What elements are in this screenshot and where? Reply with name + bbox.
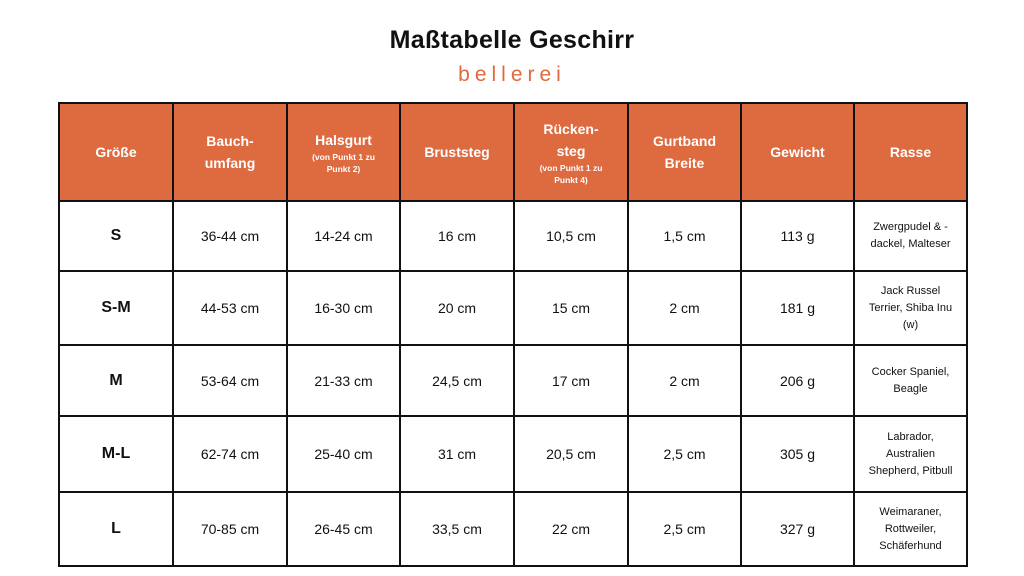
page-title: Maßtabelle Geschirr	[389, 26, 635, 54]
cell-chest: 33,5 cm	[400, 492, 514, 566]
header-size: Größe	[59, 103, 173, 201]
header-back-note: (von Punkt 1 zu Punkt 4)	[539, 163, 603, 185]
cell-strap: 2 cm	[628, 271, 741, 345]
cell-weight: 181 g	[741, 271, 854, 345]
cell-back: 17 cm	[514, 345, 628, 416]
cell-neck: 14-24 cm	[287, 201, 400, 271]
cell-weight: 305 g	[741, 416, 854, 492]
cell-chest: 24,5 cm	[400, 345, 514, 416]
cell-strap: 1,5 cm	[628, 201, 741, 271]
cell-weight: 113 g	[741, 201, 854, 271]
cell-belly: 53-64 cm	[173, 345, 287, 416]
cell-size: S	[59, 201, 173, 271]
cell-back: 15 cm	[514, 271, 628, 345]
cell-belly: 62-74 cm	[173, 416, 287, 492]
cell-size: M	[59, 345, 173, 416]
size-table	[58, 102, 968, 567]
cell-chest: 31 cm	[400, 416, 514, 492]
table-header-row	[59, 103, 967, 201]
cell-weight: 327 g	[741, 492, 854, 566]
cell-belly: 44-53 cm	[173, 271, 287, 345]
cell-strap: 2,5 cm	[628, 492, 741, 566]
header-chest: Bruststeg	[400, 103, 514, 201]
cell-breed: Weimaraner, Rottweiler, Schäferhund	[854, 492, 967, 566]
cell-neck: 25-40 cm	[287, 416, 400, 492]
cell-back: 10,5 cm	[514, 201, 628, 271]
cell-size: L	[59, 492, 173, 566]
header-neck-note: (von Punkt 1 zu Punkt 2)	[312, 152, 375, 174]
header-belly-label: Bauch- umfang	[204, 133, 256, 171]
table-row	[59, 271, 967, 345]
cell-breed: Zwergpudel & -dackel, Malteser	[854, 201, 967, 271]
table-row	[59, 201, 967, 271]
cell-size: M-L	[59, 416, 173, 492]
cell-strap: 2 cm	[628, 345, 741, 416]
header-strap-label: Gurtband Breite	[653, 133, 716, 171]
header-neck	[287, 103, 400, 201]
cell-belly: 36-44 cm	[173, 201, 287, 271]
header-neck-label: Halsgurt	[315, 132, 372, 148]
header-breed: Rasse	[854, 103, 967, 201]
header-strap	[628, 103, 741, 201]
cell-belly: 70-85 cm	[173, 492, 287, 566]
cell-size: S-M	[59, 271, 173, 345]
cell-neck: 21-33 cm	[287, 345, 400, 416]
cell-chest: 16 cm	[400, 201, 514, 271]
table-row	[59, 416, 967, 492]
cell-breed: Cocker Spaniel, Beagle	[854, 345, 967, 416]
cell-back: 22 cm	[514, 492, 628, 566]
cell-breed: Jack Russel Terrier, Shiba Inu (w)	[854, 271, 967, 345]
brand-name: bellerei	[458, 63, 566, 86]
table-row	[59, 492, 967, 566]
cell-weight: 206 g	[741, 345, 854, 416]
cell-chest: 20 cm	[400, 271, 514, 345]
cell-neck: 26-45 cm	[287, 492, 400, 566]
header-back	[514, 103, 628, 201]
cell-breed: Labrador, Australien Shepherd, Pitbull	[854, 416, 967, 492]
header-back-label: Rücken- steg	[543, 121, 599, 159]
header-weight: Gewicht	[741, 103, 854, 201]
cell-strap: 2,5 cm	[628, 416, 741, 492]
table-row	[59, 345, 967, 416]
header-belly	[173, 103, 287, 201]
cell-back: 20,5 cm	[514, 416, 628, 492]
cell-neck: 16-30 cm	[287, 271, 400, 345]
